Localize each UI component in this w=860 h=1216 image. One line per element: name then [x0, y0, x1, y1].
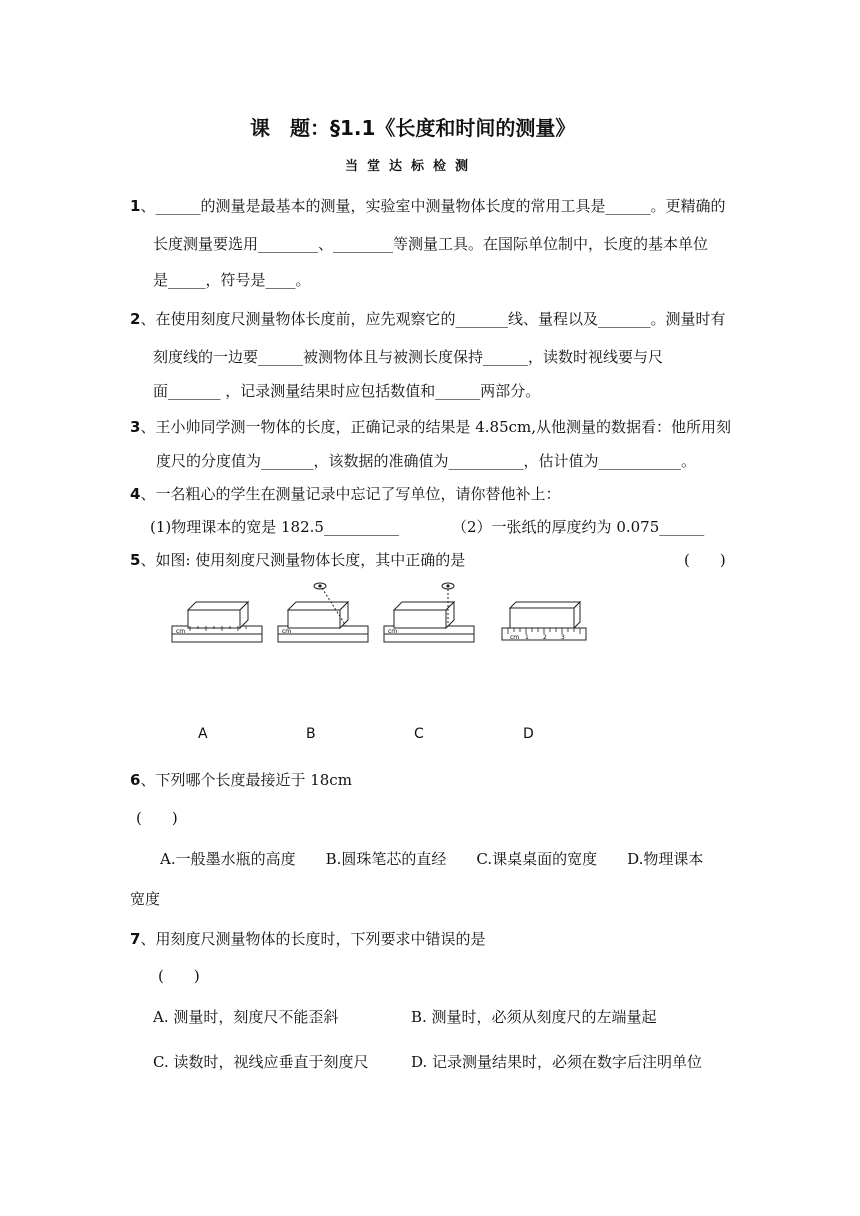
- question-6-option-wrap: 宽度: [130, 890, 161, 908]
- answer-parentheses: ( ): [158, 967, 200, 985]
- question-4-item-1: (1)物理课本的宽是 182.5__________: [150, 518, 399, 536]
- ruler-unit-label: cm: [282, 628, 292, 635]
- ruler-unit-label: cm: [176, 628, 186, 635]
- question-7-option-a: A. 测量时，刻度尺不能歪斜: [153, 1008, 339, 1026]
- question-7-option-b: B. 测量时，必须从刻度尺的左端量起: [411, 1008, 657, 1026]
- question-7-option-c: C. 读数时，视线应垂直于刻度尺: [153, 1053, 369, 1071]
- figure-label-d: D: [523, 726, 534, 742]
- question-number: 5: [130, 551, 141, 569]
- question-6-line-1: [130, 770, 352, 790]
- question-text: 、用刻度尺测量物体的长度时，下列要求中错误的是: [140, 930, 486, 948]
- question-number: 7: [130, 930, 141, 948]
- eye-icon: [318, 584, 321, 587]
- question-3-line-1: [130, 417, 731, 437]
- ruler-figure-d: [500, 600, 590, 652]
- question-5-line-1: [130, 550, 465, 570]
- figure-label-c: C: [414, 726, 424, 742]
- question-1-line-2: 长度测量要选用________、________等测量工具。在国际单位制中，长度的基本单位: [153, 235, 709, 253]
- question-7-option-d: D. 记录测量结果时，必须在数字后注明单位: [411, 1053, 703, 1071]
- question-text: 、在使用刻度尺测量物体长度前，应先观察它的_______线、量程以及_______。测量时有: [140, 310, 726, 328]
- ruler-unit-label: cm: [510, 634, 520, 641]
- ruler-tick-label: 1: [525, 634, 529, 641]
- question-number: 6: [130, 771, 141, 789]
- question-text: 、王小帅同学测一物体的长度，正确记录的结果是 4.85cm,从他测量的数据看：他所用刻: [140, 418, 732, 436]
- question-text: 、如图: 使用刻度尺测量物体长度，其中正确的是: [140, 551, 466, 569]
- question-2-line-3: 面_______ ，记录测量结果时应包括数值和______两部分。: [153, 382, 541, 400]
- ruler-figure-b: [276, 580, 376, 652]
- question-text: 、下列哪个长度最接近于 18cm: [140, 771, 352, 789]
- question-number: 4: [130, 485, 141, 503]
- question-2-line-1: [130, 309, 725, 329]
- figure-label-a: A: [198, 726, 208, 742]
- ruler-unit-label: cm: [388, 628, 398, 635]
- ruler-tick-label: 2: [543, 634, 547, 641]
- question-4-item-2: （2）一张纸的厚度约为 0.075______: [452, 518, 705, 536]
- ruler-figure-a: [170, 580, 270, 652]
- answer-parentheses: ( ): [136, 809, 178, 827]
- question-1-line-3: 是_____，符号是____。: [153, 271, 311, 289]
- answer-parentheses: ( ): [684, 551, 726, 569]
- question-1-line-1: [130, 196, 725, 216]
- question-number: 1: [130, 197, 141, 215]
- page-title: 课 题：§1.1《长度和时间的测量》: [250, 116, 576, 140]
- question-7-line-1: [130, 929, 485, 949]
- eye-icon: [446, 584, 449, 587]
- question-3-line-2: 度尺的分度值为_______，该数据的准确值为__________，估计值为___________。: [156, 452, 697, 470]
- ruler-tick-label: 3: [561, 634, 565, 641]
- question-2-line-2: 刻度线的一边要______被测物体且与被测长度保持______，读数时视线要与尺: [153, 348, 664, 366]
- page-subtitle: 当堂达标检测: [345, 159, 478, 174]
- question-text: 、______的测量是最基本的测量，实验室中测量物体长度的常用工具是______。更精确的: [140, 197, 726, 215]
- question-6-options: A.一般墨水瓶的高度 B.圆珠笔芯的直经 C.课桌桌面的宽度 D.物理课本: [160, 850, 704, 868]
- figure-label-b: B: [306, 726, 316, 742]
- question-number: 2: [130, 310, 141, 328]
- ruler-figure-c: [382, 580, 482, 652]
- question-4-line-1: [130, 484, 560, 504]
- question-text: 、一名粗心的学生在测量记录中忘记了写单位，请你替他补上：: [140, 485, 561, 503]
- question-number: 3: [130, 418, 141, 436]
